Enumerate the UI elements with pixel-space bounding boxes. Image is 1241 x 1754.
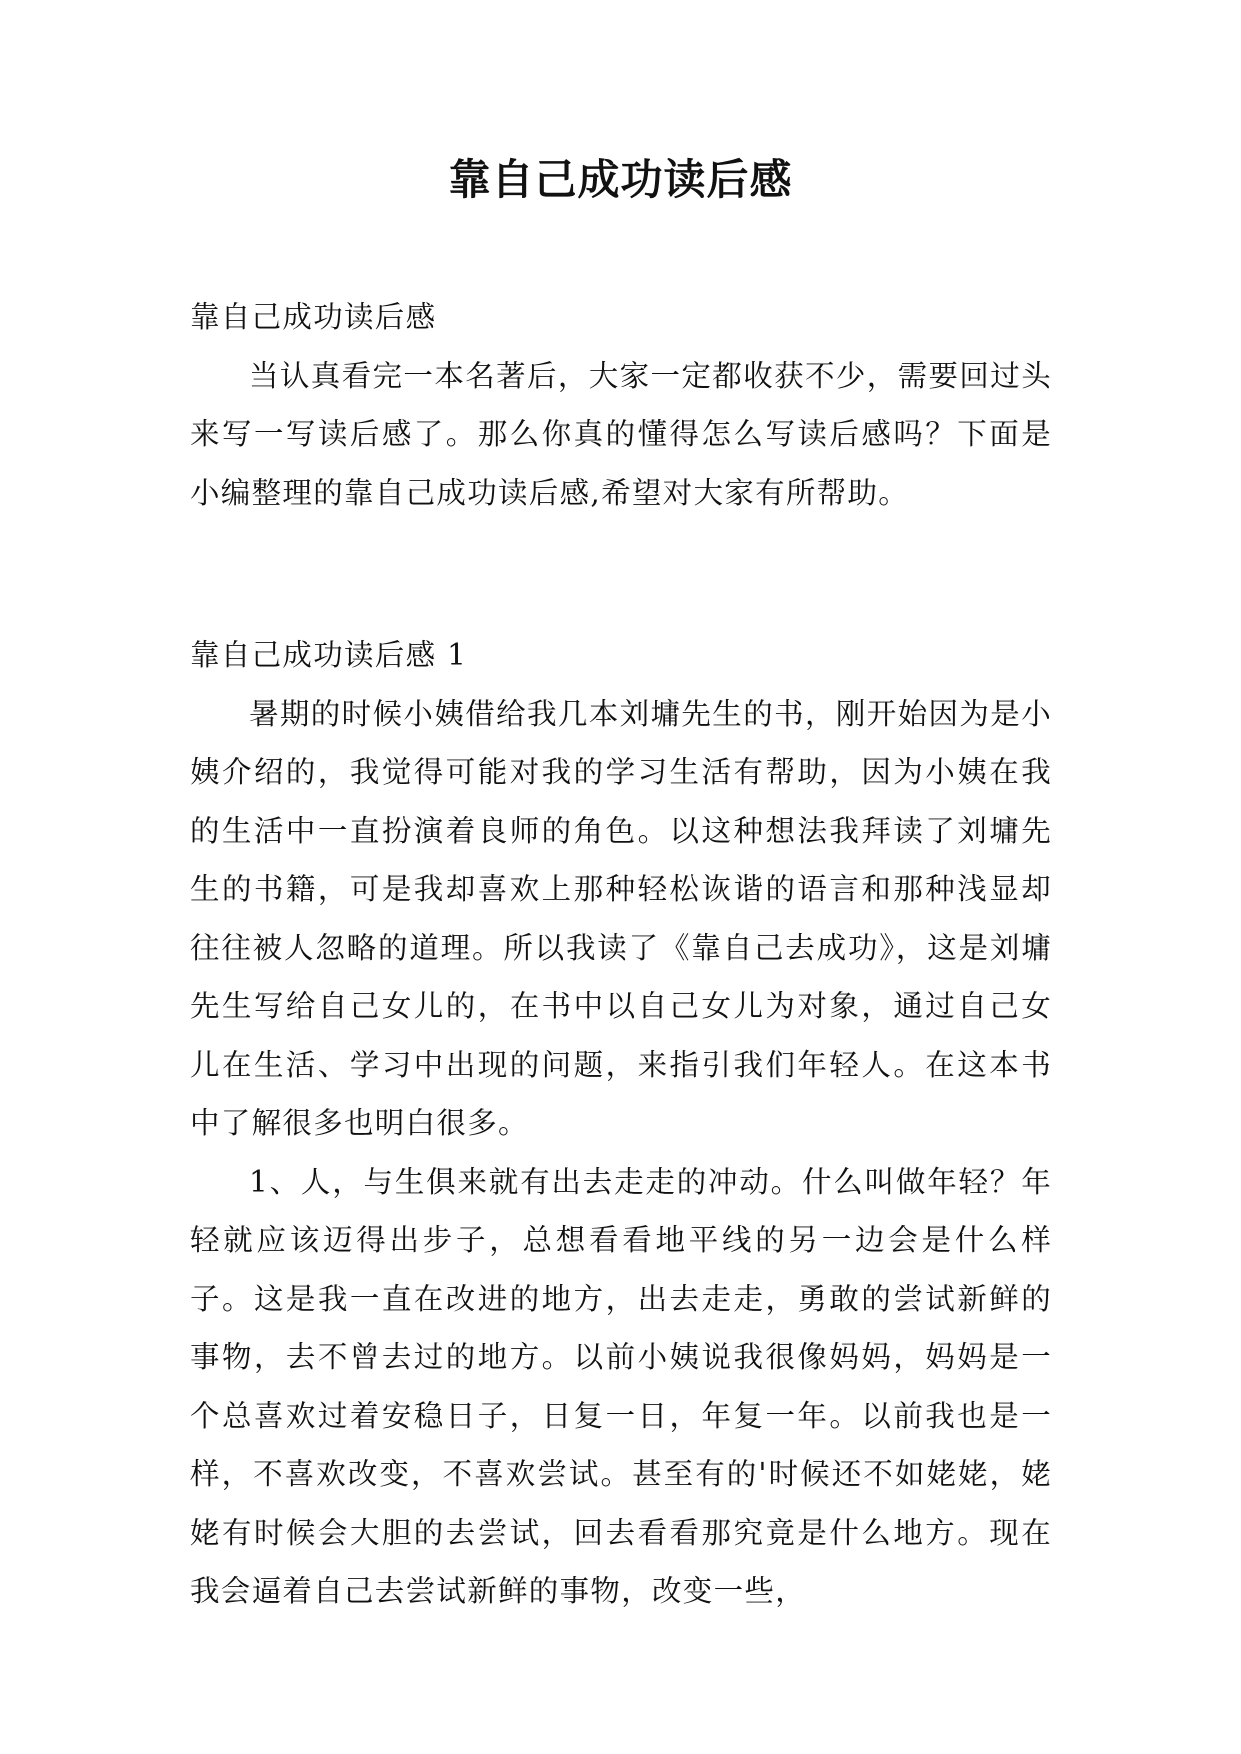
intro-heading: 靠自己成功读后感 [190, 300, 437, 334]
section-1-paragraph-2: 1、人，与生俱来就有出去走走的冲动。什么叫做年轻？年轻就应该迈得出步子，总想看看地平线的另一边会是什么样子。这是我一直在改进的地方，出去走走，勇敢的尝试新鲜的事物，去不曾去过的地方。以前小姨说我很像妈妈，妈妈是一个总喜欢过着安稳日子，日复一日，年复一年。以前我也是一样，不喜欢改变，不喜欢尝试。甚至有的'时候还不如姥姥，姥姥有时候会大胆的去尝试，回去看看那究竟是什么地方。现在我会逼着自己去尝试新鲜的事物，改变一些， [190, 1164, 1052, 1608]
section-1-paragraph-1: 暑期的时候小姨借给我几本刘墉先生的书，刚开始因为是小姨介绍的，我觉得可能对我的学习生活有帮助，因为小姨在我的生活中一直扮演着良师的角色。以这种想法我拜读了刘墉先生的书籍，可是我却喜欢上那种轻松诙谐的语言和那种浅显却往往被人忽略的道理。所以我读了《靠自己去成功》，这是刘墉先生写给自己女儿的，在书中以自己女儿为对象，通过自己女儿在生活、学习中出现的问题，来指引我们年轻人。在这本书中了解很多也明白很多。 [190, 696, 1052, 1140]
section-1-heading: 靠自己成功读后感 1 [190, 638, 468, 672]
intro-paragraph: 当认真看完一本名著后，大家一定都收获不少，需要回过头来写一写读后感了。那么你真的懂得怎么写读后感吗？下面是小编整理的靠自己成功读后感,希望对大家有所帮助。 [190, 358, 1052, 510]
page-title: 靠自己成功读后感 [448, 155, 793, 204]
document-body [190, 288, 1052, 1621]
section-spacer [190, 522, 1052, 626]
